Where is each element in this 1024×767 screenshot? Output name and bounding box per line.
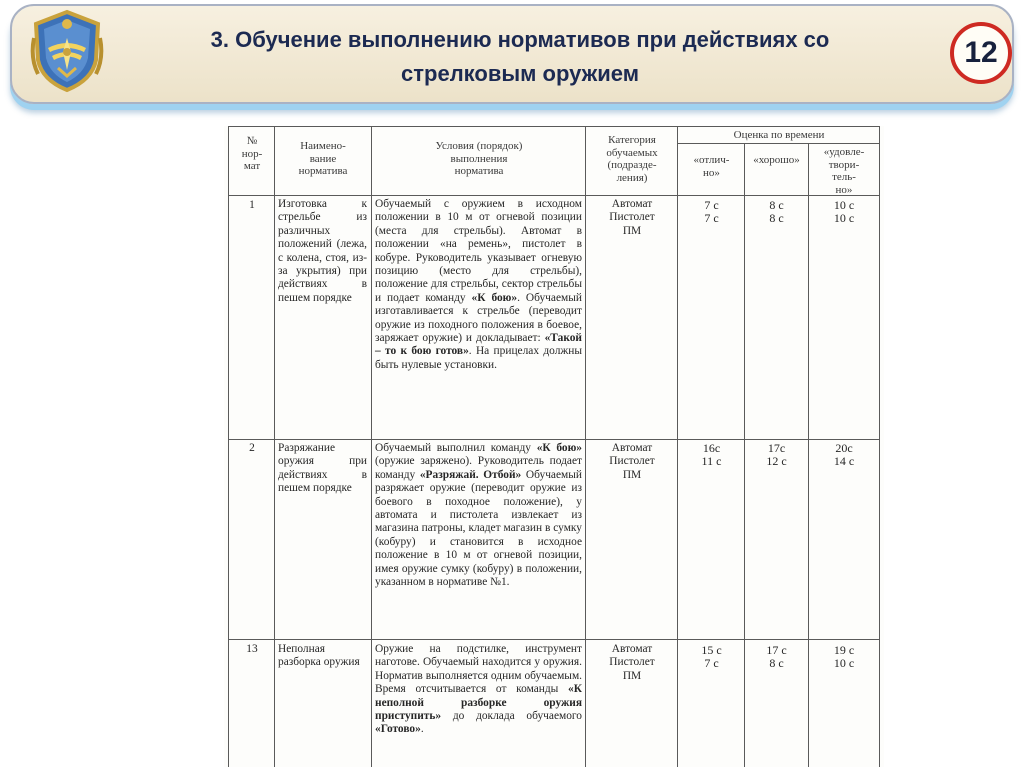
slide-number-badge: 12 (950, 22, 1012, 84)
condition-text: Обучаемый разряжает оружие (переводит оружие из боевого в походное положение), у автомата и пистолета извлекает из магазина патроны, кладет магазин в сумку (кобуру) и становится в исходное положение в 10 м от огневой позиции, имея оружие сумку (кобуру) в положении, указанном в нормативе №1. (375, 468, 582, 589)
time-value: 10 с (833, 656, 855, 670)
row-number: 1 (249, 199, 255, 211)
slide-title-line1: 3. Обучение выполнению нормативов при действиях со (210, 27, 830, 52)
command-text: «Готово» (375, 723, 421, 736)
header-text: выполнения (450, 152, 508, 165)
header-text: «отлич- (693, 154, 730, 166)
time-value: 7 с (704, 656, 719, 670)
header-text: Наимено- (300, 140, 346, 152)
norm-name: Разряжание оружия при действиях в пешем порядке (278, 442, 367, 495)
time-value: 12 с (766, 454, 787, 468)
header-text: нор- (241, 147, 263, 160)
header-category (587, 134, 677, 184)
trainee-category (587, 198, 677, 238)
condition-text: . На прицелах должны быть нулевые установки. (375, 345, 582, 371)
header-evaluation: Оценка по времени (733, 129, 825, 141)
time-value: 20с (835, 441, 853, 455)
command-text: «Такой – то к бою готов» (375, 332, 582, 358)
slide-title-line2: стрелковым оружием (401, 61, 639, 86)
column-divider (677, 126, 678, 767)
header-good: «хорошо» (753, 154, 800, 166)
header-text: ления) (616, 171, 648, 184)
header-banner (10, 4, 1014, 104)
time-value: 7 с (704, 211, 719, 225)
header-excellent (679, 154, 744, 179)
norm-name: Изготовка к стрельбе из различных положений (лежа, с колена, стоя, из-за укрытия) при действиях в пешем порядке (278, 198, 367, 304)
eval-divider (677, 143, 880, 144)
time-value: 15 с (701, 643, 722, 657)
time-value: 14 с (833, 454, 855, 468)
category-text: ПМ (622, 468, 642, 481)
time-value: 8 с (769, 656, 784, 670)
time-value: 17 с (766, 643, 787, 657)
command-text: «К бою» (471, 291, 518, 304)
header-satisfactory (809, 146, 879, 196)
time-value: 8 с (769, 198, 784, 212)
norm-name: Неполная разборка оружия (278, 643, 360, 669)
time-good (745, 442, 808, 468)
header-text: Категория (608, 134, 656, 146)
time-value: 10 с (833, 198, 855, 212)
norm-conditions (375, 643, 582, 737)
header-conditions (374, 140, 584, 178)
header-text: Условия (порядок) (435, 140, 523, 152)
header-num (230, 135, 274, 173)
time-excellent (679, 442, 744, 468)
condition-text: (оружие заряжено). Руководитель подает команду (375, 455, 582, 481)
condition-text: . (420, 723, 424, 736)
condition-text: . Обучаемый изготавливается к стрельбе (переводит оружие из походного положения в боевое, заряжает оружие) и докладывает: (375, 291, 582, 345)
condition-text: Обучаемый с оружием в исходном положении в 10 м от огневой позиции (места для стрельбы). Автомат в положении «на ремень», пистолет в кобуре. Руководитель указывает огневую позицию (место для стрельбы), положение для стрельбы, сектор стрельбы и подает команду (375, 198, 582, 304)
time-good (745, 644, 808, 670)
time-satisfactory (809, 644, 879, 670)
category-text: Автомат (611, 643, 653, 655)
time-value: 8 с (769, 211, 784, 225)
trainee-category (587, 643, 677, 683)
time-good (745, 199, 808, 225)
category-text: Пистолет (609, 211, 655, 224)
header-text: но» (703, 166, 720, 179)
norm-conditions (375, 198, 582, 372)
header-text: «удовле- (823, 146, 865, 158)
column-divider (371, 126, 372, 767)
time-value: 16с (702, 441, 721, 455)
time-satisfactory (809, 442, 879, 468)
category-text: Автомат (611, 198, 653, 210)
time-value: 19 с (833, 643, 855, 657)
header-text: обучаемых (606, 146, 658, 159)
norm-conditions (375, 442, 582, 589)
header-text: мат (243, 160, 261, 173)
category-text: ПМ (622, 224, 642, 237)
table-border (879, 126, 880, 767)
time-value: 17с (767, 441, 786, 455)
header-text: (подразде- (607, 159, 657, 172)
header-text: твори- (828, 158, 860, 171)
header-name (276, 140, 370, 178)
header-divider (228, 195, 880, 196)
column-divider (585, 126, 586, 767)
condition-text: Обучаемый выполнил команду (375, 442, 537, 454)
header-text: тель- (832, 171, 856, 184)
header-text: норматива (454, 165, 504, 178)
slide-title (120, 23, 920, 91)
condition-text: Оружие на подстилке, инструмент наготове. Обучаемый находится у оружия. Норматив выполняется одним обучаемым. Время отсчитывается от команды (375, 643, 582, 696)
row-number: 2 (249, 442, 255, 454)
table-border (228, 126, 880, 127)
time-excellent (679, 199, 744, 225)
time-satisfactory (809, 199, 879, 225)
condition-text: до доклада обучаемого (441, 710, 582, 723)
row-divider (228, 639, 880, 640)
command-text: «К бою» (536, 442, 583, 454)
header-text: норматива (298, 165, 348, 178)
time-excellent (679, 644, 744, 670)
category-text: Автомат (611, 442, 653, 454)
category-text: ПМ (622, 669, 642, 682)
norms-table-scan (224, 126, 884, 767)
trainee-category (587, 442, 677, 482)
category-text: Пистолет (609, 656, 655, 669)
row-number: 13 (246, 643, 258, 655)
header-text: вание (309, 152, 337, 165)
time-value: 7 с (704, 198, 719, 212)
time-value: 11 с (701, 454, 722, 468)
command-text: «Разряжай. Отбой» (419, 468, 522, 481)
header-text: но» (835, 183, 853, 196)
time-value: 10 с (833, 211, 855, 225)
column-divider (274, 126, 275, 767)
category-text: Пистолет (609, 455, 655, 468)
air-force-emblem-icon (28, 8, 106, 94)
command-text: «К неполной разборке оружия приступить» (375, 683, 582, 723)
header-text: № (246, 135, 258, 147)
